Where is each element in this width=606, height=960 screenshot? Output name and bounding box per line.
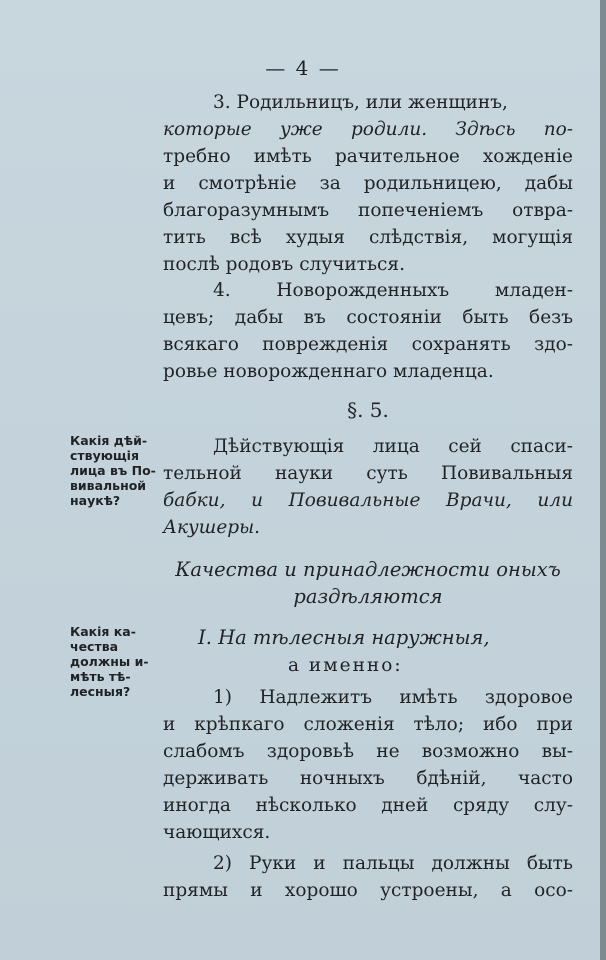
section3-line-2: которые уже родили. Здѣсь по- (163, 119, 573, 140)
item1-line-5: иногда нѣсколько дней сряду слу- (163, 795, 573, 816)
para5-line-4: Акушеры. (163, 517, 261, 538)
section3-line-3: требно имѣть рачительное хожденіе (163, 146, 573, 167)
para5-line-3: бабки, и Повивальные Врачи, или (163, 490, 573, 511)
section4-line-1: 4. Новорожденныхъ младен- (213, 280, 573, 301)
section3-line-6: тить всѣ худыя слѣдствія, могущія (163, 227, 573, 248)
item1-line-3: слабомъ здоровьѣ не возможно вы- (163, 741, 573, 762)
section4-line-3: всякаго поврежденія сохранять здо- (163, 334, 573, 355)
section3-line-4: и смотрѣніе за родильницею, дабы (163, 173, 573, 194)
paragraph-number: §. 5. (347, 398, 389, 422)
item1-line-6: чающихся. (163, 822, 271, 843)
page-number: — 4 — (265, 56, 341, 80)
margin-note-1: Какія дѣй- ствующія лица въ По- вивальной наукѣ? (70, 433, 156, 508)
page-edge (600, 0, 606, 960)
item1-line-1: 1) Надлежитъ имѣть здоровое (213, 687, 573, 708)
section3-line-5: благоразумнымъ попеченіемъ отвра- (163, 200, 573, 221)
item1-line-2: и крѣпкаго сложенія тѣло; ибо при (163, 714, 573, 735)
item2-line-1: 2) Руки и пальцы должны быть (213, 853, 573, 874)
item1-line-4: держивать ночныхъ бдѣній, часто (163, 768, 573, 789)
item2-line-2: прямы и хорошо устроены, а осо- (163, 880, 573, 901)
margin-note-2: Какія ка- чества должны и- мѣть тѣ- лесныя? (70, 624, 149, 699)
section4-line-4: ровье новорожденнаго младенца. (163, 361, 494, 382)
section-heading-line-1: Качества и принадлежности оныхъ (175, 558, 561, 581)
section3-line-7: послѣ родовъ случиться. (163, 254, 405, 275)
section4-line-2: цевъ; дабы въ состояніи быть безъ (163, 307, 573, 328)
section3-line-1: 3. Родильницъ, или женщинъ, (213, 92, 508, 113)
section-heading-line-2: раздѣляются (293, 585, 443, 608)
para5-line-2: тельной науки суть Повивальныя (163, 463, 573, 484)
para5-line-1: Дѣйствующія лица сей спаси- (213, 436, 573, 457)
subheading-line-1: I. На тѣлесныя наружныя, (198, 626, 490, 649)
subheading-line-2: а именно: (288, 655, 403, 676)
